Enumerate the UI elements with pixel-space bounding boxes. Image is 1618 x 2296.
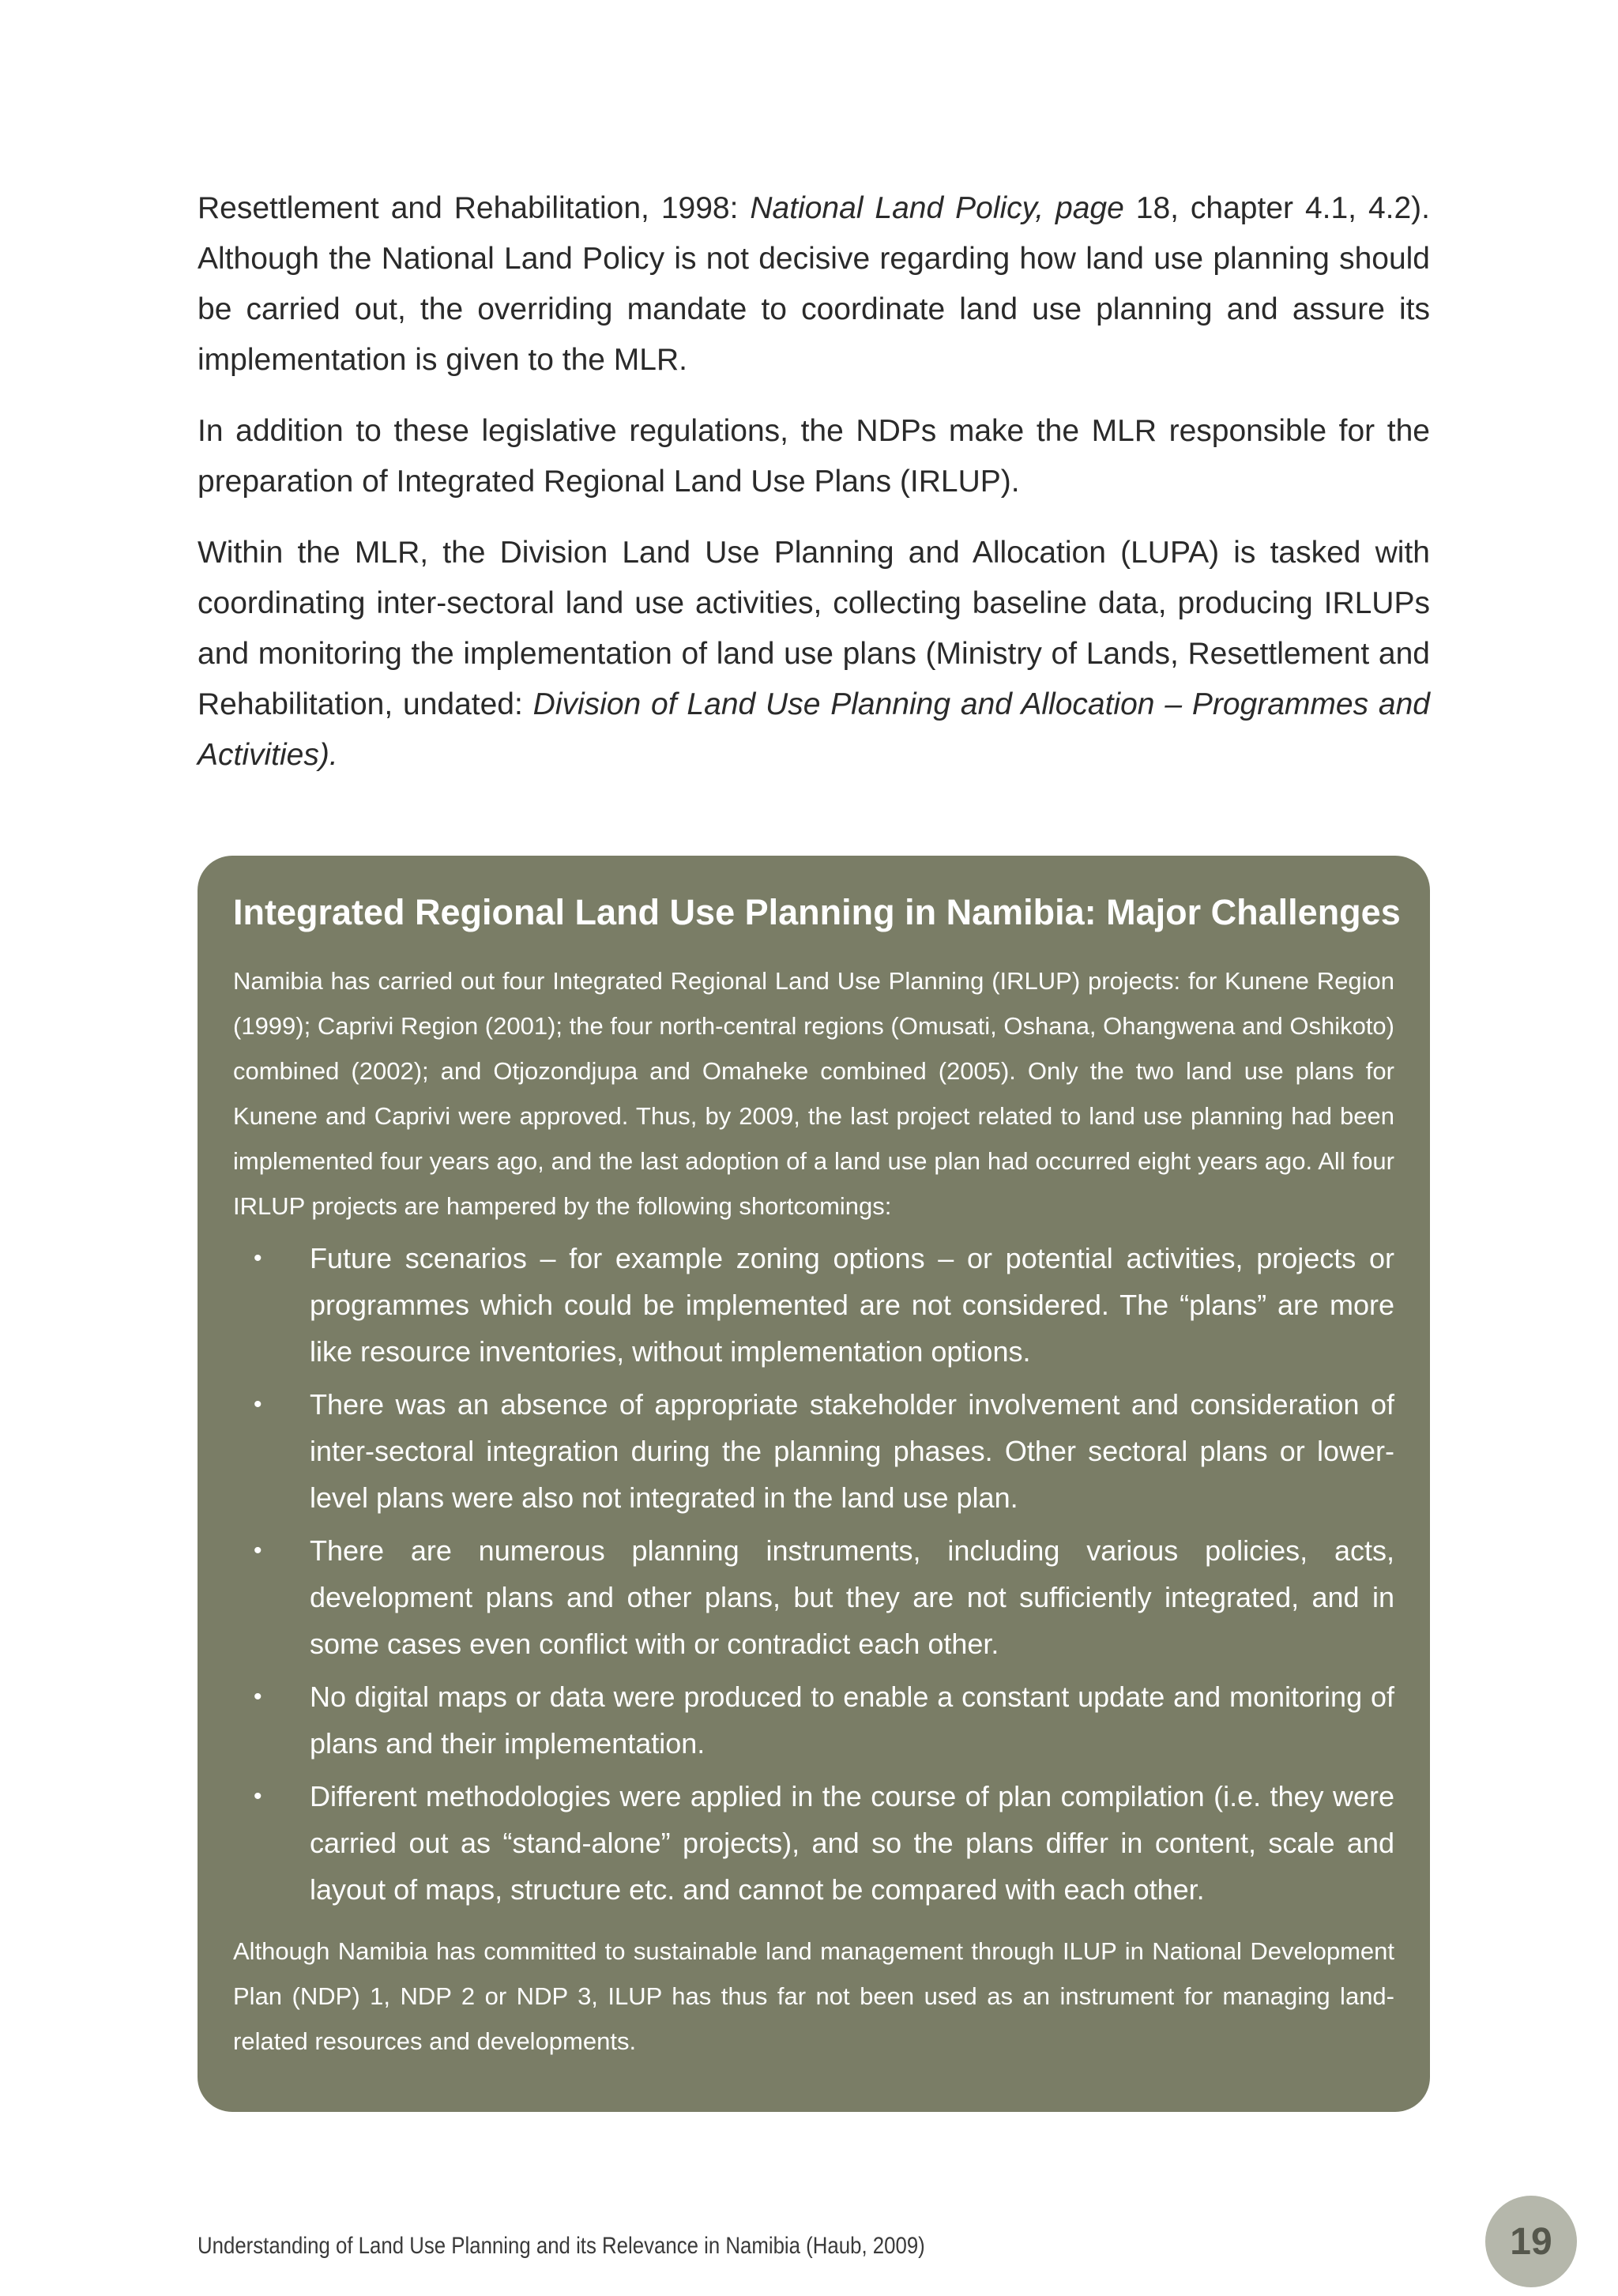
bullet-icon: •	[254, 1783, 262, 1809]
box-intro: Namibia has carried out four Integrated Regional Land Use Planning (IRLUP) projects: for Kunene Region (1999); Caprivi Region (2001); the four north-central regions (Omusati, Oshana, Ohangwena and Oshikoto) combined (2002); and Otjozondjupa and Omaheke combined (2005). Only the two land use plans for Kunene and Caprivi were approved. Thus, by 2009, the last project related to land use planning had been implemented four years ago, and the last adoption of a land use plan had occurred eight years ago. All four IRLUP projects are hampered by the following shortcomings:	[233, 967, 1394, 1220]
list-item	[233, 1673, 1394, 1767]
box-title: Integrated Regional Land Use Planning in Namibia: Major Challenges	[233, 892, 1401, 932]
page-number-badge: 19	[1485, 2196, 1577, 2287]
footer-citation: Understanding of Land Use Planning and its Relevance in Namibia (Haub, 2009)	[198, 2233, 925, 2259]
paragraph-1-italic: National Land Policy, page	[750, 191, 1124, 225]
list-item-text: Different methodologies were applied in the course of plan compilation (i.e. they were carried out as “stand-alone” projects), and so the plans differ in content, scale and layout of maps, structure etc. and cannot be compared with each other.	[310, 1780, 1394, 1906]
paragraph-3	[198, 528, 1430, 781]
list-item-text: Future scenarios – for example zoning options – or potential activities, projects or programmes which could be implemented are not considered. The “plans” are more like resource inventories, without implementation options.	[310, 1242, 1394, 1368]
box-closing: Although Namibia has committed to sustainable land management through ILUP in National Development Plan (NDP) 1, NDP 2 or NDP 3, ILUP has thus far not been used as an instrument for managing land-related resources and developments.	[233, 1937, 1394, 2055]
list-item-text: No digital maps or data were produced to enable a constant update and monitoring of plans and their implementation.	[310, 1681, 1394, 1760]
paragraph-1	[198, 183, 1430, 386]
list-item-text: There was an absence of appropriate stakeholder involvement and consideration of inter-sectoral integration during the planning phases. Other sectoral plans or lower-level plans were also not integrated in the land use plan.	[310, 1388, 1394, 1514]
list-item	[233, 1381, 1394, 1521]
bullet-icon: •	[254, 1391, 262, 1417]
bullet-icon: •	[254, 1538, 262, 1564]
paragraph-2: In addition to these legislative regulations, the NDPs make the MLR responsible for the preparation of Integrated Regional Land Use Plans (IRLUP).	[198, 414, 1430, 499]
bullet-icon: •	[254, 1684, 262, 1710]
list-item	[233, 1773, 1394, 1913]
paragraph-3-italic: Division of Land Use Planning and Allocation – Programmes and Activities).	[198, 687, 1430, 772]
paragraph-1-text-c: 18, chapter 4.1, 4.2). Although the National Land Policy is not decisive regarding how land use planning should be carried out, the overriding mandate to coordinate land use planning and assure its implementation is given to the MLR.	[198, 191, 1430, 377]
main-text	[198, 183, 1430, 801]
bullet-icon: •	[254, 1245, 262, 1271]
challenges-box	[198, 856, 1430, 2112]
paragraph-3-text-a: Within the MLR, the Division Land Use Planning and Allocation (LUPA) is tasked with coordinating inter-sectoral land use activities, collecting baseline data, producing IRLUPs and monitoring the implementation of land use plans (Ministry of Lands, Resettlement and Rehabilitation, undated:	[198, 536, 1430, 721]
list-item-text: There are numerous planning instruments, including various policies, acts, development plans and other plans, but they are not sufficiently integrated, and in some cases even conflict with or contradict each other.	[310, 1534, 1394, 1660]
list-item	[233, 1235, 1394, 1375]
challenges-list	[233, 1235, 1394, 1913]
paragraph-1-text-a: Resettlement and Rehabilitation, 1998:	[198, 191, 751, 225]
list-item	[233, 1527, 1394, 1667]
